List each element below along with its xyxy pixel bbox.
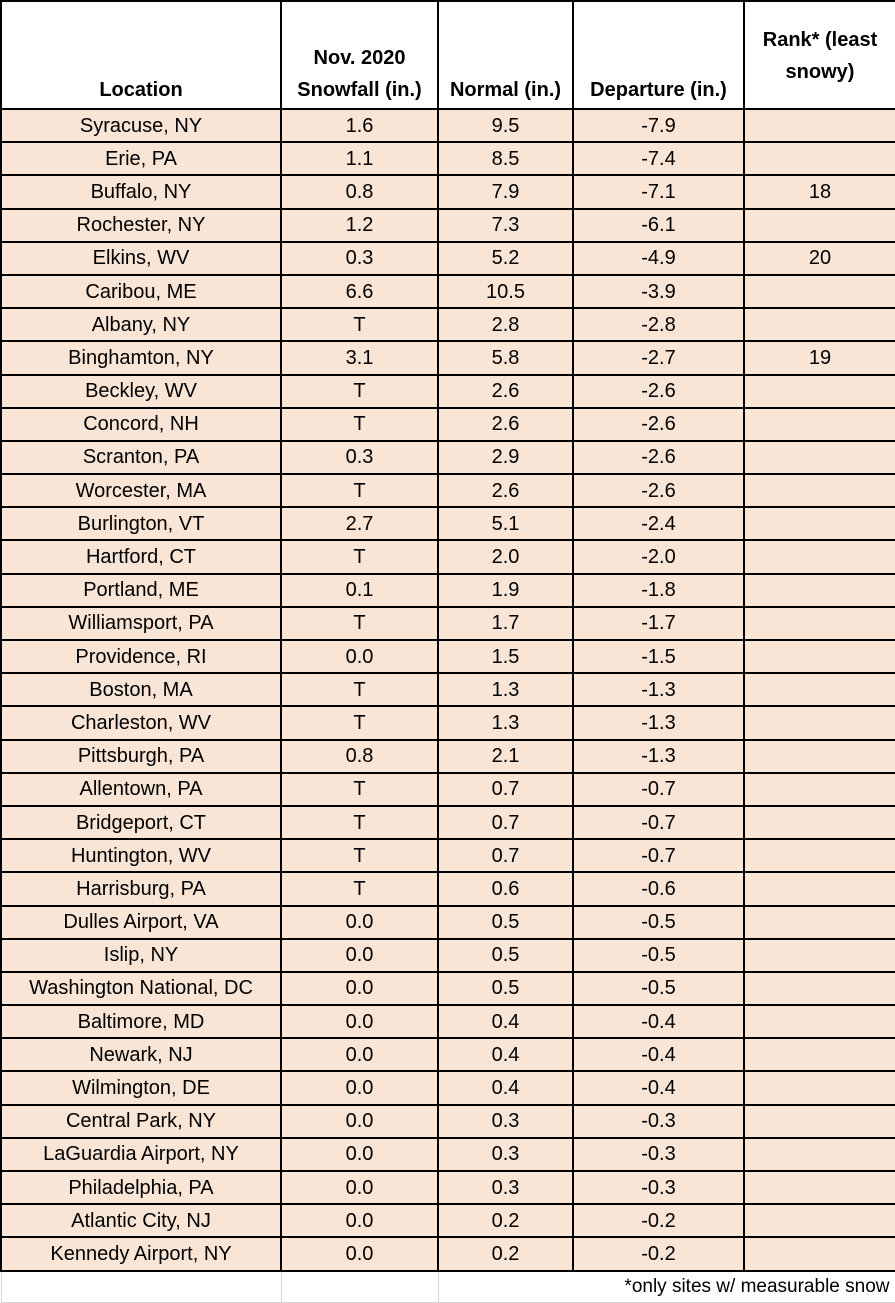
header-snowfall <box>281 1 438 109</box>
table-row <box>1 175 895 208</box>
cell-rank <box>744 1005 895 1038</box>
cell-normal: 9.5 <box>438 109 573 142</box>
cell-departure: -0.2 <box>573 1204 744 1237</box>
cell-rank <box>744 574 895 607</box>
cell-location: Central Park, NY <box>1 1105 281 1138</box>
cell-rank <box>744 906 895 939</box>
cell-snowfall: T <box>281 408 438 441</box>
cell-location: Portland, ME <box>1 574 281 607</box>
cell-normal: 1.9 <box>438 574 573 607</box>
cell-normal: 0.4 <box>438 1005 573 1038</box>
cell-departure: -0.3 <box>573 1171 744 1204</box>
table-row <box>1 1071 895 1104</box>
table-row <box>1 706 895 739</box>
cell-normal: 0.3 <box>438 1171 573 1204</box>
cell-normal: 0.5 <box>438 972 573 1005</box>
cell-departure: -2.6 <box>573 474 744 507</box>
cell-rank <box>744 375 895 408</box>
cell-snowfall: 0.0 <box>281 972 438 1005</box>
cell-departure: -2.6 <box>573 408 744 441</box>
table-row <box>1 1105 895 1138</box>
cell-normal: 0.4 <box>438 1038 573 1071</box>
cell-snowfall: 0.8 <box>281 175 438 208</box>
table-footer <box>1 1271 895 1303</box>
cell-rank: 20 <box>744 242 895 275</box>
table-row <box>1 308 895 341</box>
cell-normal: 0.3 <box>438 1105 573 1138</box>
cell-location: Bridgeport, CT <box>1 806 281 839</box>
cell-snowfall: 6.6 <box>281 275 438 308</box>
header-row <box>1 1 895 109</box>
cell-snowfall: 0.0 <box>281 1038 438 1071</box>
cell-snowfall: 0.0 <box>281 1138 438 1171</box>
cell-normal: 0.4 <box>438 1071 573 1104</box>
cell-departure: -0.5 <box>573 939 744 972</box>
cell-departure: -1.3 <box>573 706 744 739</box>
cell-rank <box>744 209 895 242</box>
header-snowfall-line1: Nov. 2020 <box>313 47 406 69</box>
cell-normal: 1.5 <box>438 640 573 673</box>
cell-location: Syracuse, NY <box>1 109 281 142</box>
cell-departure: -6.1 <box>573 209 744 242</box>
cell-snowfall: T <box>281 673 438 706</box>
cell-location: Atlantic City, NJ <box>1 1204 281 1237</box>
table-row <box>1 872 895 905</box>
cell-normal: 0.5 <box>438 906 573 939</box>
cell-snowfall: T <box>281 607 438 640</box>
cell-normal: 2.1 <box>438 740 573 773</box>
cell-normal: 2.8 <box>438 308 573 341</box>
cell-departure: -0.7 <box>573 773 744 806</box>
table-body <box>1 109 895 1271</box>
cell-departure: -0.4 <box>573 1005 744 1038</box>
table-row <box>1 906 895 939</box>
cell-location: Hartford, CT <box>1 540 281 573</box>
table-row <box>1 839 895 872</box>
cell-rank <box>744 1171 895 1204</box>
cell-departure: -0.5 <box>573 906 744 939</box>
cell-departure: -7.4 <box>573 142 744 175</box>
cell-normal: 0.7 <box>438 773 573 806</box>
cell-snowfall: T <box>281 375 438 408</box>
cell-departure: -7.1 <box>573 175 744 208</box>
cell-normal: 0.6 <box>438 872 573 905</box>
cell-departure: -1.3 <box>573 673 744 706</box>
cell-location: Rochester, NY <box>1 209 281 242</box>
cell-snowfall: 0.0 <box>281 1204 438 1237</box>
header-rank-line1: Rank* (least <box>762 29 878 51</box>
cell-snowfall: 0.0 <box>281 1105 438 1138</box>
cell-rank <box>744 1071 895 1104</box>
cell-location: Scranton, PA <box>1 441 281 474</box>
cell-departure: -3.9 <box>573 275 744 308</box>
cell-normal: 0.2 <box>438 1204 573 1237</box>
table-row <box>1 574 895 607</box>
cell-location: Providence, RI <box>1 640 281 673</box>
table-row <box>1 109 895 142</box>
cell-departure: -1.3 <box>573 740 744 773</box>
cell-normal: 0.2 <box>438 1237 573 1270</box>
cell-departure: -2.8 <box>573 308 744 341</box>
cell-departure: -2.7 <box>573 341 744 374</box>
cell-snowfall: 0.0 <box>281 1071 438 1104</box>
cell-snowfall: T <box>281 806 438 839</box>
cell-rank <box>744 673 895 706</box>
cell-departure: -0.7 <box>573 806 744 839</box>
cell-normal: 5.1 <box>438 507 573 540</box>
cell-snowfall: 1.6 <box>281 109 438 142</box>
cell-location: Caribou, ME <box>1 275 281 308</box>
cell-snowfall: 1.1 <box>281 142 438 175</box>
cell-normal: 1.7 <box>438 607 573 640</box>
cell-departure: -2.6 <box>573 375 744 408</box>
cell-rank <box>744 706 895 739</box>
table-row <box>1 474 895 507</box>
cell-location: Charleston, WV <box>1 706 281 739</box>
table-row <box>1 740 895 773</box>
header-normal: Normal (in.) <box>438 1 573 109</box>
cell-departure: -2.0 <box>573 540 744 573</box>
cell-departure: -0.4 <box>573 1071 744 1104</box>
cell-normal: 2.6 <box>438 474 573 507</box>
cell-snowfall: 0.1 <box>281 574 438 607</box>
cell-departure: -1.8 <box>573 574 744 607</box>
cell-rank <box>744 740 895 773</box>
cell-snowfall: 0.0 <box>281 1237 438 1270</box>
footer-cell-empty <box>1 1271 281 1303</box>
cell-rank <box>744 408 895 441</box>
cell-snowfall: 0.0 <box>281 939 438 972</box>
cell-normal: 2.0 <box>438 540 573 573</box>
cell-rank <box>744 540 895 573</box>
cell-normal: 0.7 <box>438 839 573 872</box>
table-header <box>1 1 895 109</box>
cell-snowfall: T <box>281 839 438 872</box>
table-row <box>1 209 895 242</box>
cell-location: Elkins, WV <box>1 242 281 275</box>
table-row <box>1 242 895 275</box>
cell-rank <box>744 607 895 640</box>
header-departure: Departure (in.) <box>573 1 744 109</box>
cell-departure: -1.5 <box>573 640 744 673</box>
cell-snowfall: T <box>281 540 438 573</box>
table-row <box>1 507 895 540</box>
cell-normal: 8.5 <box>438 142 573 175</box>
cell-location: Beckley, WV <box>1 375 281 408</box>
table-row <box>1 142 895 175</box>
cell-normal: 0.5 <box>438 939 573 972</box>
table-row <box>1 1204 895 1237</box>
cell-location: Washington National, DC <box>1 972 281 1005</box>
header-rank-line2: snowy) <box>785 61 855 83</box>
cell-snowfall: 3.1 <box>281 341 438 374</box>
cell-rank <box>744 640 895 673</box>
cell-rank <box>744 872 895 905</box>
cell-rank <box>744 441 895 474</box>
table-row <box>1 408 895 441</box>
cell-location: Dulles Airport, VA <box>1 906 281 939</box>
cell-departure: -1.7 <box>573 607 744 640</box>
footer-cell-empty <box>281 1271 438 1303</box>
table-row <box>1 1138 895 1171</box>
cell-snowfall: 1.2 <box>281 209 438 242</box>
cell-rank <box>744 1204 895 1237</box>
cell-rank <box>744 308 895 341</box>
header-location: Location <box>1 1 281 109</box>
cell-snowfall: 0.0 <box>281 906 438 939</box>
cell-normal: 7.3 <box>438 209 573 242</box>
cell-rank <box>744 806 895 839</box>
cell-departure: -2.4 <box>573 507 744 540</box>
cell-rank <box>744 1038 895 1071</box>
cell-snowfall: 2.7 <box>281 507 438 540</box>
table-row <box>1 441 895 474</box>
cell-normal: 5.2 <box>438 242 573 275</box>
cell-departure: -0.3 <box>573 1105 744 1138</box>
cell-location: Kennedy Airport, NY <box>1 1237 281 1270</box>
footnote: *only sites w/ measurable snow <box>438 1271 895 1303</box>
cell-location: Baltimore, MD <box>1 1005 281 1038</box>
cell-departure: -7.9 <box>573 109 744 142</box>
table-row <box>1 607 895 640</box>
cell-rank <box>744 839 895 872</box>
table-row <box>1 939 895 972</box>
cell-location: Williamsport, PA <box>1 607 281 640</box>
cell-rank <box>744 142 895 175</box>
cell-location: Philadelphia, PA <box>1 1171 281 1204</box>
cell-location: LaGuardia Airport, NY <box>1 1138 281 1171</box>
header-rank <box>744 1 895 109</box>
cell-normal: 1.3 <box>438 673 573 706</box>
table-row <box>1 540 895 573</box>
cell-location: Burlington, VT <box>1 507 281 540</box>
cell-location: Wilmington, DE <box>1 1071 281 1104</box>
cell-normal: 2.6 <box>438 375 573 408</box>
table-row <box>1 375 895 408</box>
cell-departure: -2.6 <box>573 441 744 474</box>
cell-snowfall: 0.0 <box>281 1171 438 1204</box>
cell-rank <box>744 972 895 1005</box>
cell-location: Worcester, MA <box>1 474 281 507</box>
cell-departure: -0.4 <box>573 1038 744 1071</box>
cell-normal: 7.9 <box>438 175 573 208</box>
cell-rank <box>744 1105 895 1138</box>
table-row <box>1 773 895 806</box>
cell-normal: 0.7 <box>438 806 573 839</box>
cell-departure: -0.5 <box>573 972 744 1005</box>
cell-location: Boston, MA <box>1 673 281 706</box>
cell-location: Concord, NH <box>1 408 281 441</box>
cell-location: Newark, NJ <box>1 1038 281 1071</box>
cell-location: Allentown, PA <box>1 773 281 806</box>
table-row <box>1 1237 895 1270</box>
cell-rank <box>744 773 895 806</box>
cell-normal: 1.3 <box>438 706 573 739</box>
cell-snowfall: T <box>281 773 438 806</box>
cell-departure: -4.9 <box>573 242 744 275</box>
cell-location: Albany, NY <box>1 308 281 341</box>
cell-location: Buffalo, NY <box>1 175 281 208</box>
cell-location: Binghamton, NY <box>1 341 281 374</box>
cell-normal: 2.6 <box>438 408 573 441</box>
table-row <box>1 673 895 706</box>
cell-snowfall: 0.0 <box>281 1005 438 1038</box>
cell-rank: 18 <box>744 175 895 208</box>
cell-location: Islip, NY <box>1 939 281 972</box>
cell-snowfall: 0.8 <box>281 740 438 773</box>
cell-location: Pittsburgh, PA <box>1 740 281 773</box>
table-row <box>1 1005 895 1038</box>
cell-rank <box>744 1138 895 1171</box>
table-row <box>1 972 895 1005</box>
cell-departure: -0.7 <box>573 839 744 872</box>
cell-snowfall: T <box>281 308 438 341</box>
cell-snowfall: T <box>281 474 438 507</box>
table-row <box>1 1171 895 1204</box>
cell-snowfall: 0.3 <box>281 242 438 275</box>
cell-location: Harrisburg, PA <box>1 872 281 905</box>
cell-snowfall: T <box>281 872 438 905</box>
cell-normal: 0.3 <box>438 1138 573 1171</box>
cell-departure: -0.3 <box>573 1138 744 1171</box>
cell-snowfall: 0.0 <box>281 640 438 673</box>
table-row <box>1 275 895 308</box>
cell-rank <box>744 109 895 142</box>
cell-location: Huntington, WV <box>1 839 281 872</box>
cell-departure: -0.6 <box>573 872 744 905</box>
table-row <box>1 341 895 374</box>
cell-snowfall: T <box>281 706 438 739</box>
footnote-row <box>1 1271 895 1303</box>
table-row <box>1 640 895 673</box>
cell-normal: 5.8 <box>438 341 573 374</box>
cell-normal: 2.9 <box>438 441 573 474</box>
cell-snowfall: 0.3 <box>281 441 438 474</box>
cell-rank: 19 <box>744 341 895 374</box>
cell-rank <box>744 474 895 507</box>
cell-location: Erie, PA <box>1 142 281 175</box>
table-row <box>1 1038 895 1071</box>
cell-rank <box>744 275 895 308</box>
cell-departure: -0.2 <box>573 1237 744 1270</box>
cell-rank <box>744 1237 895 1270</box>
header-snowfall-line2: Snowfall (in.) <box>297 79 422 101</box>
table-row <box>1 806 895 839</box>
cell-normal: 10.5 <box>438 275 573 308</box>
cell-rank <box>744 939 895 972</box>
cell-rank <box>744 507 895 540</box>
